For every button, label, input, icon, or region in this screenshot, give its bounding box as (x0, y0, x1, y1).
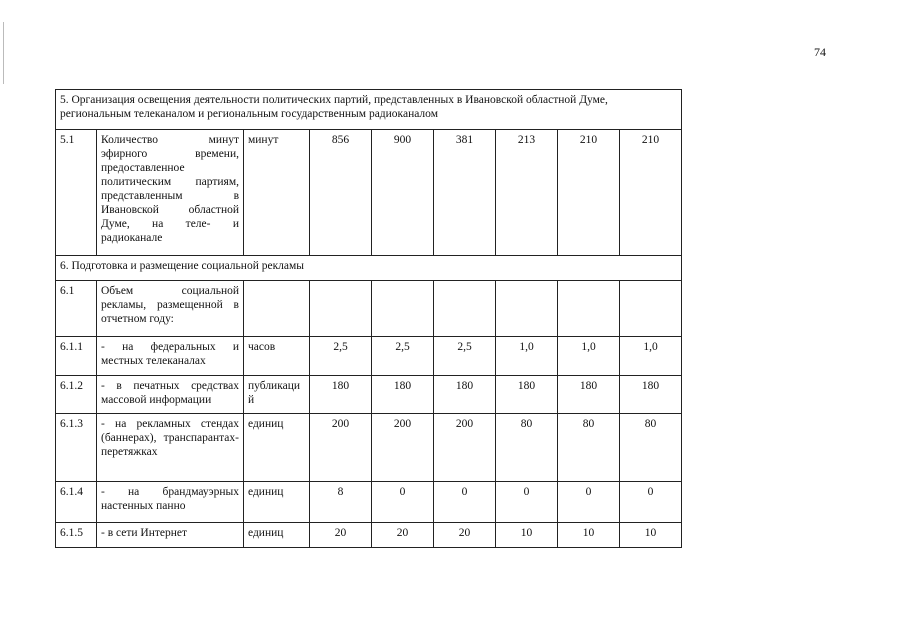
value-cell: 0 (558, 482, 620, 523)
value-cell: 80 (620, 414, 682, 482)
table-row (56, 130, 682, 256)
row-unit: единиц (244, 414, 310, 482)
row-number: 6.1.1 (56, 337, 97, 376)
value-cell: 2,5 (310, 337, 372, 376)
section-6-title: 6. Подготовка и размещение социальной рекламы (56, 256, 682, 281)
value-cell (372, 281, 434, 337)
value-cell: 856 (310, 130, 372, 256)
value-cell: 0 (496, 482, 558, 523)
table-row (56, 376, 682, 414)
value-cell: 10 (620, 523, 682, 548)
value-cell (434, 281, 496, 337)
table-row (56, 337, 682, 376)
value-cell: 180 (372, 376, 434, 414)
row-number: 6.1 (56, 281, 97, 337)
row-number: 6.1.4 (56, 482, 97, 523)
row-unit: часов (244, 337, 310, 376)
value-cell: 200 (372, 414, 434, 482)
table-row (56, 414, 682, 482)
value-cell: 10 (496, 523, 558, 548)
row-number: 5.1 (56, 130, 97, 256)
value-cell: 180 (620, 376, 682, 414)
value-cell: 210 (620, 130, 682, 256)
value-cell: 180 (558, 376, 620, 414)
row-description: - на брандмауэрных настенных панно (97, 482, 244, 523)
value-cell: 180 (310, 376, 372, 414)
value-cell (620, 281, 682, 337)
row-unit (244, 281, 310, 337)
value-cell (310, 281, 372, 337)
row-description: Объем социальной рекламы, размещенной в отчетном году: (97, 281, 244, 337)
value-cell: 210 (558, 130, 620, 256)
row-number: 6.1.2 (56, 376, 97, 414)
value-cell: 1,0 (620, 337, 682, 376)
row-description: - на федеральных и местных телеканалах (97, 337, 244, 376)
row-description: - в печатных средствах массовой информации (97, 376, 244, 414)
indicators-table (55, 89, 682, 548)
value-cell: 200 (310, 414, 372, 482)
row-number: 6.1.3 (56, 414, 97, 482)
row-description: - в сети Интернет (97, 523, 244, 548)
value-cell: 381 (434, 130, 496, 256)
table-row (56, 482, 682, 523)
value-cell: 20 (310, 523, 372, 548)
value-cell: 10 (558, 523, 620, 548)
row-description: Количество минут эфирного времени, предоставленное политическим партиям, представленным в Ивановской областной Думе, на теле- и радиоканале (97, 130, 244, 256)
value-cell: 180 (434, 376, 496, 414)
row-unit: публикаци й (244, 376, 310, 414)
value-cell: 200 (434, 414, 496, 482)
row-unit: минут (244, 130, 310, 256)
value-cell: 0 (434, 482, 496, 523)
table-row (56, 281, 682, 337)
value-cell: 20 (372, 523, 434, 548)
section-6-row (56, 256, 682, 281)
value-cell: 213 (496, 130, 558, 256)
row-description: - на рекламных стендах (баннерах), транспарантах-перетяжках (97, 414, 244, 482)
section-5-title: 5. Организация освещения деятельности политических партий, представленных в Ивановской областной Думе, региональным телеканалом и региональным государственным радиоканалом (56, 90, 682, 130)
value-cell: 80 (558, 414, 620, 482)
value-cell: 2,5 (434, 337, 496, 376)
value-cell: 180 (496, 376, 558, 414)
row-number: 6.1.5 (56, 523, 97, 548)
scan-edge-mark (3, 22, 4, 84)
value-cell: 900 (372, 130, 434, 256)
value-cell: 20 (434, 523, 496, 548)
value-cell: 0 (372, 482, 434, 523)
value-cell: 1,0 (558, 337, 620, 376)
value-cell: 2,5 (372, 337, 434, 376)
value-cell: 1,0 (496, 337, 558, 376)
value-cell: 0 (620, 482, 682, 523)
table-row (56, 523, 682, 548)
section-5-row (56, 90, 682, 130)
page-number: 74 (814, 45, 826, 59)
value-cell: 80 (496, 414, 558, 482)
value-cell (558, 281, 620, 337)
value-cell: 8 (310, 482, 372, 523)
value-cell (496, 281, 558, 337)
row-unit: единиц (244, 482, 310, 523)
row-unit: единиц (244, 523, 310, 548)
